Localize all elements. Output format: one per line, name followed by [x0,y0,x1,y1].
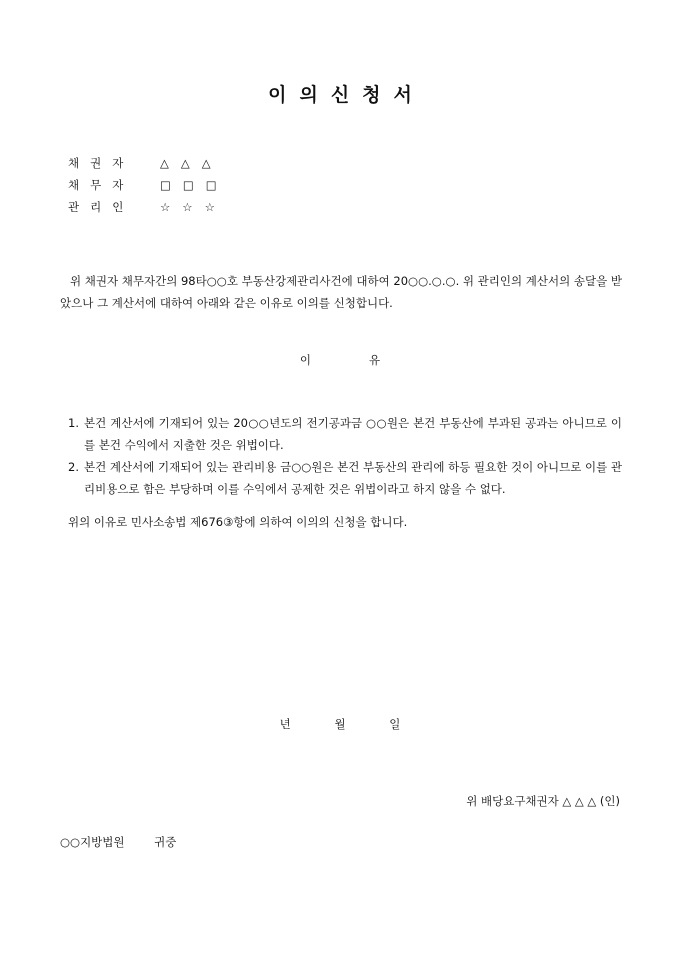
court-line [60,834,176,850]
date-month: 월 [334,717,346,731]
reason-heading-char: 유 [369,353,381,367]
reason-list [68,412,622,500]
date-line [0,716,680,732]
party-name: ☆☆☆ [160,200,227,214]
date-day: 일 [389,717,401,731]
reason-text: 본건 계산서에 기재되어 있는 관리비용 금○○원은 본건 부동산의 관리에 하등 필요한 것이 아니므로 이를 관리비용으로 함은 부당하며 이를 수익에서 공제한 것은 위법이라고 하지 않을 수 없다. [84,460,622,496]
party-role: 관리인 [68,200,135,214]
reason-heading-char: 이 [299,353,311,367]
party-row-debtor [68,174,229,196]
court-name: ○○지방법원 [60,835,125,849]
signature-line: 위 배당요구채권자 △ △ △ (인) [466,794,620,808]
party-role: 채권자 [68,156,135,170]
reason-number: 2. [68,460,79,474]
reason-number: 1. [68,416,79,430]
list-item [68,456,622,500]
party-list [68,152,229,218]
party-row-administrator [68,196,229,218]
document-title: 이의신청서 [268,84,425,106]
recipient-honorific: 귀중 [154,835,177,849]
party-name: □□□ [160,178,229,192]
reason-text: 본건 계산서에 기재되어 있는 20○○년도의 전기공과금 ○○원은 본건 부동산에 부과된 공과는 아니므로 이를 본건 수익에서 지출한 것은 위법이다. [84,416,622,452]
closing-sentence: 위의 이유로 민사소송법 제676③항에 의하여 이의의 신청을 합니다. [68,515,408,529]
party-role: 채무자 [68,178,135,192]
party-row-creditor [68,152,229,174]
party-name: △△△ [160,156,223,170]
intro-paragraph: 위 채권자 채무자간의 98타○○호 부동산강제관리사건에 대하여 20○○.○.○. 위 관리인의 계산서의 송달을 받았으나 그 계산서에 대하여 아래와 같은 이유로 이의를 신청합니다. [60,274,622,310]
list-item [68,412,622,456]
date-year: 년 [279,717,291,731]
reason-heading [0,352,680,368]
